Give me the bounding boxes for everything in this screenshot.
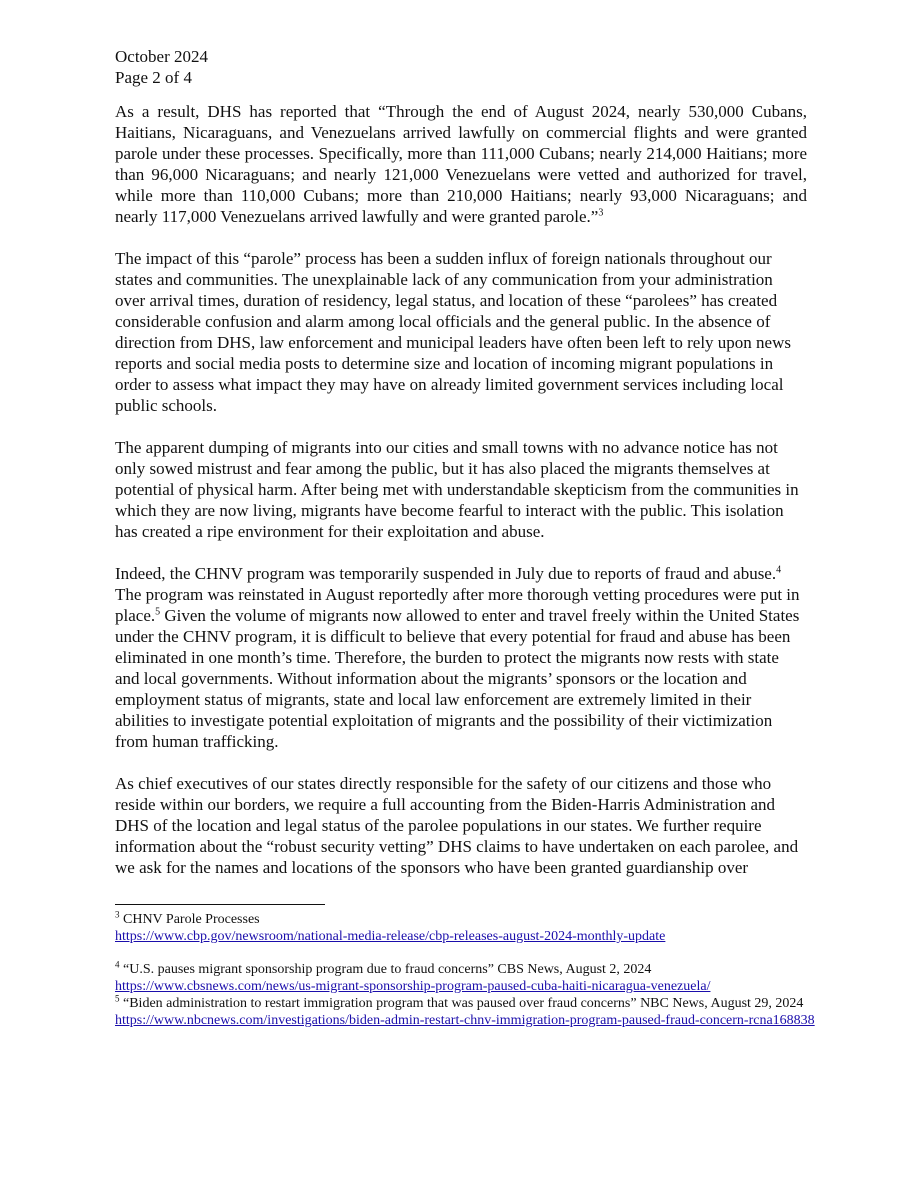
footnote-link-nbc[interactable]: https://www.nbcnews.com/investigations/biden-admin-restart-chnv-immigration-program-paused-fraud-concern-rcna168838 xyxy=(115,1013,815,1028)
footnote-link-cbp[interactable]: https://www.cbp.gov/newsroom/national-media-release/cbp-releases-august-2024-monthly-update xyxy=(115,929,666,944)
paragraph-chnv-suspension xyxy=(115,563,807,752)
footnote-ref-3: 3 xyxy=(598,207,604,219)
footnote-number: 5 xyxy=(115,993,120,1004)
footnote-ref-4: 4 xyxy=(776,564,782,576)
footnote-text: CHNV Parole Processes xyxy=(119,912,260,927)
paragraph-text-part2: The program was reinstated in August reportedly after more thorough vetting procedures were put in place. xyxy=(115,585,800,625)
footnote-number: 4 xyxy=(115,959,120,970)
footnote-4 xyxy=(115,961,815,995)
header-page-number: Page 2 of 4 xyxy=(115,68,192,87)
header-date: October 2024 xyxy=(115,47,209,66)
footnote-spacer xyxy=(115,945,815,961)
paragraph-text: As a result, DHS has reported that “Through the end of August 2024, nearly 530,000 Cubans, Haitians, Nicaraguans, and Venezuelans arrived lawfully on commercial flights and were granted parole under these processes. Specifically, more than 111,000 Cubans; nearly 214,000 Haitians; more than 96,000 Nicaraguans; and nearly 121,000 Venezuelans were vetted and authorized for travel, while more than 110,000 Cubans; more than 210,000 Haitians; nearly 93,000 Nicaraguans; and nearly 117,000 Venezuelans arrived lawfully and were granted parole.” xyxy=(115,102,807,226)
footnotes-section xyxy=(115,911,815,1029)
paragraph-text-part1: Indeed, the CHNV program was temporarily suspended in July due to reports of fraud and abuse. xyxy=(115,564,777,583)
paragraph-accounting-request: As chief executives of our states directly responsible for the safety of our citizens and those who reside within our borders, we require a full accounting from the Biden-Harris Administration and DHS of the location and legal status of the parolee populations in our states. We further require information about the “robust security vetting” DHS claims to have undertaken on each parolee, and we ask for the names and locations of the sponsors who have been granted guardianship over xyxy=(115,774,799,877)
footnote-ref-5: 5 xyxy=(155,606,161,618)
paragraph-parole-impact: The impact of this “parole” process has been a sudden influx of foreign nationals throughout our states and communities. The unexplainable lack of any communication from your administration over arrival times, duration of residency, legal status, and location of these “parolees” has created considerable confusion and alarm among local officials and the general public. In the absence of direction from DHS, law enforcement and municipal leaders have often been left to rely upon news reports and social media posts to determine size and location of incoming migrant populations in order to assess what impact they may have on already limited government services including local public schools. xyxy=(115,249,791,415)
footnote-5 xyxy=(115,995,815,1029)
page-header xyxy=(115,46,208,88)
paragraph-migrant-dumping: The apparent dumping of migrants into our cities and small towns with no advance notice has not only sowed mistrust and fear among the public, but it has also placed the migrants themselves at potential of physical harm. After being met with understandable skepticism from the communities in which they are now living, migrants have become fearful to interact with the public. This isolation has created a ripe environment for their exploitation and abuse. xyxy=(115,438,799,541)
footnote-link-cbs[interactable]: https://www.cbsnews.com/news/us-migrant-sponsorship-program-paused-cuba-haiti-nicaragua-venezuela/ xyxy=(115,979,711,994)
paragraph-dhs-report xyxy=(115,101,807,227)
paragraph-text-part3: Given the volume of migrants now allowed to enter and travel freely within the United States under the CHNV program, it is difficult to believe that every potential for fraud and abuse has been eliminated in one month’s time. Therefore, the burden to protect the migrants now rests with state and local governments. Without information about the migrants’ sponsors or the location and employment status of migrants, state and local law enforcement are extremely limited in their abilities to investigate potential exploitation of migrants and the possibility of their victimization from human trafficking. xyxy=(115,606,800,751)
letter-body xyxy=(115,101,807,899)
footnote-text: “Biden administration to restart immigration program that was paused over fraud concerns” NBC News, August 29, 2024 xyxy=(119,996,804,1011)
footnote-3 xyxy=(115,911,815,945)
footnote-text: “U.S. pauses migrant sponsorship program due to fraud concerns” CBS News, August 2, 2024 xyxy=(119,962,652,977)
footnote-divider xyxy=(115,904,325,905)
footnote-number: 3 xyxy=(115,909,120,920)
